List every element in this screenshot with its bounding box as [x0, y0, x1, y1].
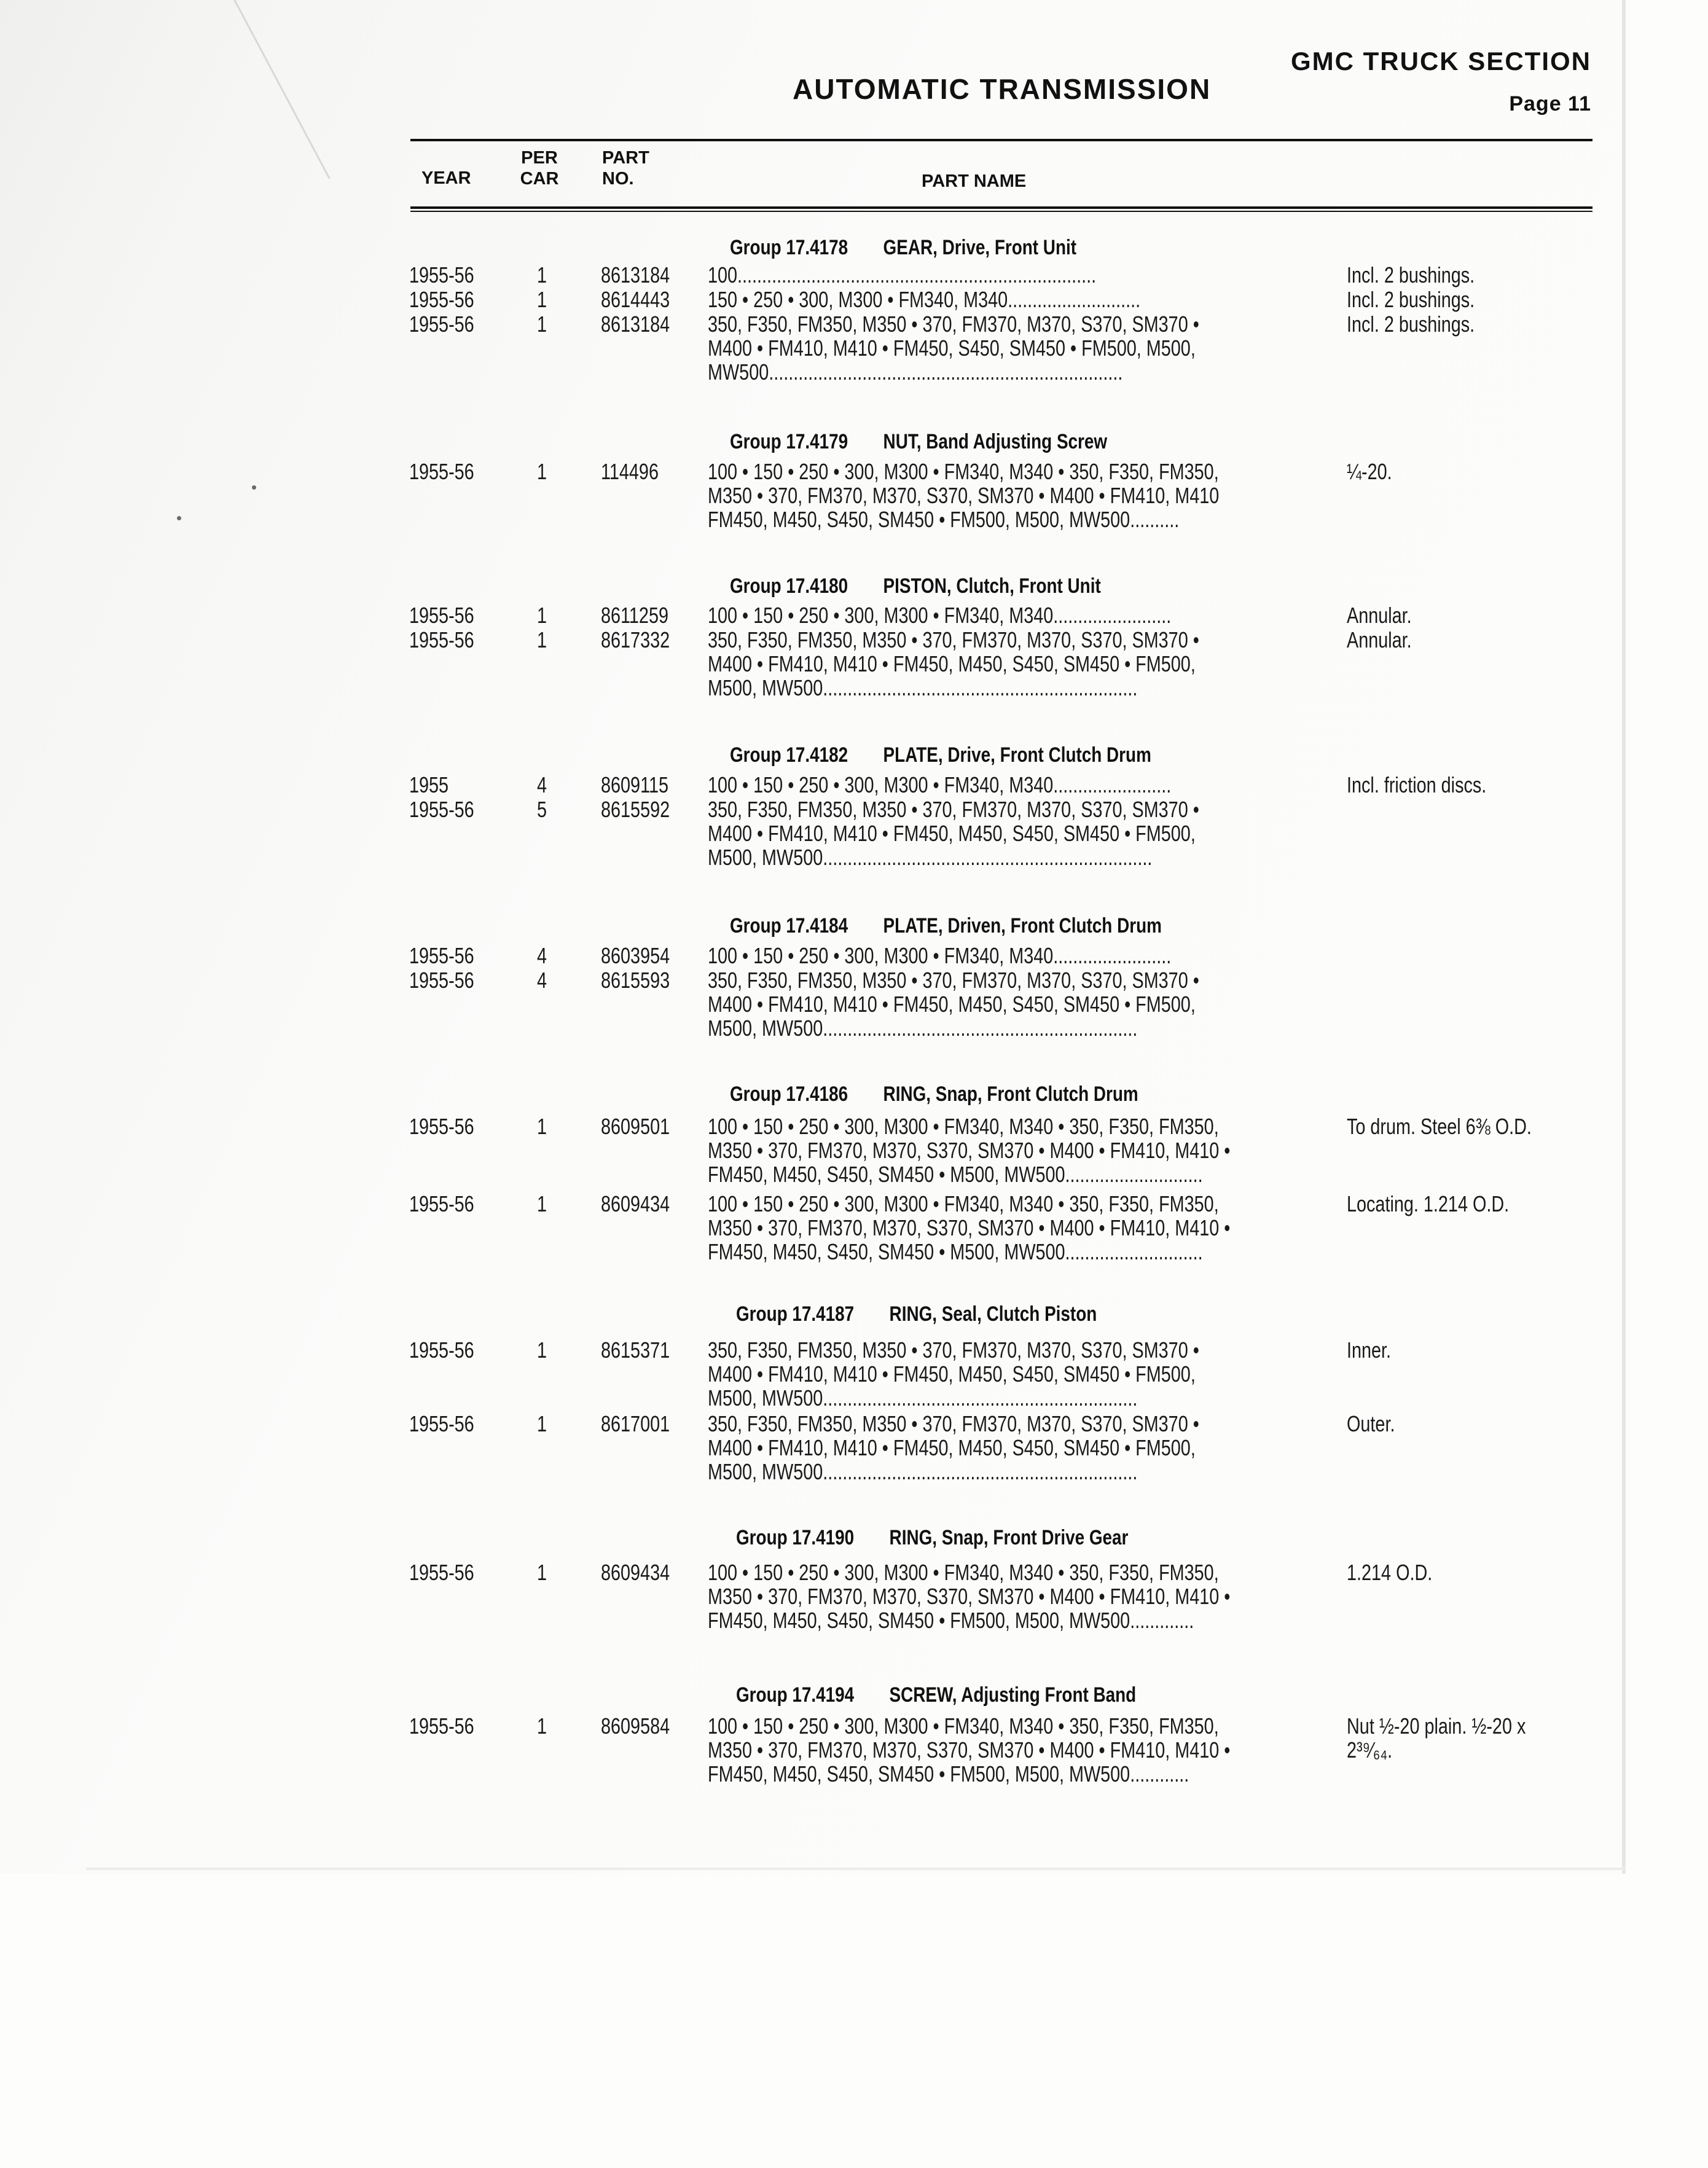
group-heading: [730, 914, 1162, 938]
part-models-line: M400 • FM410, M410 • FM450, M450, S450, SM450 • FM500,: [708, 992, 1196, 1017]
part-models-line: M350 • 370, FM370, M370, S370, SM370 • M400 • FM410, M410 •: [708, 1584, 1231, 1609]
part-models-line: M500, MW500................................................................: [708, 675, 1138, 700]
part-models-line: M400 • FM410, M410 • FM450, M450, S450, SM450 • FM500,: [708, 1361, 1196, 1387]
part-remark: [1347, 1338, 1622, 1362]
part-year: 1955-56: [409, 797, 474, 822]
part-remark: [1347, 1114, 1622, 1138]
column-header-per-car-line: PER: [521, 148, 558, 168]
group-part-name: RING, Seal, Clutch Piston: [889, 1302, 1097, 1326]
part-number: 8614443: [601, 287, 670, 312]
part-number: 8611259: [601, 603, 668, 628]
part-year: 1955-56: [409, 1713, 474, 1739]
part-remark-line: ¼-20.: [1347, 459, 1392, 484]
part-models-line: M400 • FM410, M410 • FM450, M450, S450, SM450 • FM500,: [708, 821, 1196, 846]
part-models-line: M350 • 370, FM370, M370, S370, SM370 • M400 • FM410, M410: [708, 483, 1220, 508]
part-per-car: 1: [537, 262, 547, 288]
part-models-line: 350, F350, FM350, M350 • 370, FM370, M370, S370, SM370 •: [708, 311, 1199, 337]
part-remark-line: Annular.: [1347, 603, 1412, 628]
group-part-name: PLATE, Drive, Front Clutch Drum: [883, 743, 1151, 767]
part-year: 1955-56: [409, 1191, 474, 1216]
part-models: [708, 1412, 1342, 1484]
part-remark: [1347, 1714, 1622, 1762]
part-remark-line: Incl. friction discs.: [1347, 772, 1487, 797]
column-header-per-car-line: CAR: [520, 169, 559, 189]
part-models-line: M500, MW500...................................................................: [708, 845, 1153, 870]
part-models-line: 350, F350, FM350, M350 • 370, FM370, M370, S370, SM370 •: [708, 968, 1199, 993]
group-part-name: RING, Snap, Front Clutch Drum: [883, 1082, 1138, 1106]
part-number: 8609434: [601, 1560, 670, 1585]
column-header-year: YEAR: [421, 168, 471, 188]
group-heading: [730, 574, 1101, 598]
part-per-car: 1: [537, 627, 547, 652]
group-heading: [736, 1526, 1128, 1550]
part-number: 8617001: [601, 1411, 670, 1436]
part-number: 8603954: [601, 943, 670, 968]
part-remark-line: 2³⁹⁄₆₄.: [1347, 1737, 1393, 1763]
part-remark: [1347, 1560, 1622, 1584]
part-per-car: 1: [537, 1337, 547, 1363]
part-models-line: 350, F350, FM350, M350 • 370, FM370, M370, S370, SM370 •: [708, 1337, 1199, 1363]
group-part-name: SCREW, Adjusting Front Band: [889, 1683, 1137, 1707]
group-number: Group 17.4187: [736, 1302, 855, 1326]
group-number: Group 17.4179: [730, 430, 848, 453]
page-title: AUTOMATIC TRANSMISSION: [793, 73, 1212, 105]
part-remark: [1347, 1412, 1622, 1436]
part-per-car: 1: [537, 311, 547, 337]
part-models-line: 350, F350, FM350, M350 • 370, FM370, M370, S370, SM370 •: [708, 627, 1199, 652]
part-models-line: 100 • 150 • 250 • 300, M300 • FM340, M340 • 350, F350, FM350,: [708, 459, 1219, 484]
part-number: 8615592: [601, 797, 670, 822]
part-year: 1955-56: [409, 943, 474, 968]
header-rule: [410, 139, 1592, 141]
part-per-car: 4: [537, 772, 547, 797]
part-models: [708, 1714, 1342, 1786]
part-number: 8609434: [601, 1191, 670, 1216]
group-number: Group 17.4194: [736, 1683, 855, 1707]
part-models-line: 100 • 150 • 250 • 300, M300 • FM340, M340 • 350, F350, FM350,: [708, 1191, 1219, 1216]
part-year: 1955-56: [409, 287, 474, 312]
part-models-line: 350, F350, FM350, M350 • 370, FM370, M370, S370, SM370 •: [708, 797, 1199, 822]
part-year: 1955-56: [409, 968, 474, 993]
page-number: Page 11: [1509, 92, 1591, 115]
group-number: Group 17.4180: [730, 574, 848, 598]
part-models: [708, 288, 1342, 311]
part-models-line: 100 • 150 • 250 • 300, M300 • FM340, M340........................: [708, 603, 1172, 628]
part-remark-line: Annular.: [1347, 627, 1412, 652]
part-per-car: 1: [537, 603, 547, 628]
part-remark: [1347, 263, 1622, 287]
part-number: 8617332: [601, 627, 670, 652]
part-per-car: 1: [537, 459, 547, 484]
part-models-line: FM450, M450, S450, SM450 • M500, MW500............................: [708, 1162, 1203, 1187]
part-year: 1955-56: [409, 1411, 474, 1436]
part-number: 8609501: [601, 1114, 670, 1139]
group-number: Group 17.4178: [730, 236, 848, 259]
part-remark: [1347, 460, 1622, 483]
group-heading: [736, 1683, 1136, 1707]
group-heading: [730, 236, 1076, 260]
part-models: [708, 1192, 1342, 1264]
group-number: Group 17.4182: [730, 743, 848, 767]
group-number: Group 17.4184: [730, 914, 848, 937]
part-number: 8609115: [601, 772, 668, 797]
part-year: 1955-56: [409, 1337, 474, 1363]
part-models-line: 100.........................................................................: [708, 262, 1097, 288]
part-remark-line: Incl. 2 bushings.: [1347, 262, 1475, 288]
part-per-car: 1: [537, 1114, 547, 1139]
part-models-line: 100 • 150 • 250 • 300, M300 • FM340, M340 • 350, F350, FM350,: [708, 1114, 1219, 1139]
part-models-line: FM450, M450, S450, SM450 • FM500, M500, MW500.............: [708, 1608, 1194, 1633]
part-models-line: MW500........................................................................: [708, 359, 1123, 385]
part-year: 1955-56: [409, 311, 474, 337]
group-heading: [730, 743, 1151, 767]
part-remark-line: Incl. 2 bushings.: [1347, 311, 1475, 337]
part-models: [708, 944, 1342, 968]
part-models: [708, 773, 1342, 797]
part-models: [708, 460, 1342, 531]
part-models-line: M400 • FM410, M410 • FM450, M450, S450, SM450 • FM500,: [708, 651, 1196, 676]
part-year: 1955-56: [409, 603, 474, 628]
part-models-line: 150 • 250 • 300, M300 • FM340, M340...........................: [708, 287, 1141, 312]
part-remark-line: 1.214 O.D.: [1347, 1560, 1433, 1585]
part-remark-line: To drum. Steel 6⅜ O.D.: [1347, 1114, 1532, 1139]
part-remark-line: Incl. 2 bushings.: [1347, 287, 1475, 312]
part-models: [708, 1114, 1342, 1186]
group-heading: [736, 1302, 1097, 1326]
part-models: [708, 628, 1342, 700]
part-number: 8615593: [601, 968, 670, 993]
part-models: [708, 263, 1342, 287]
group-part-name: NUT, Band Adjusting Screw: [883, 430, 1108, 453]
group-number: Group 17.4190: [736, 1526, 855, 1549]
part-models-line: M350 • 370, FM370, M370, S370, SM370 • M400 • FM410, M410 •: [708, 1138, 1231, 1163]
group-part-name: GEAR, Drive, Front Unit: [883, 236, 1077, 259]
part-year: 1955-56: [409, 459, 474, 484]
part-number: 8609584: [601, 1713, 670, 1739]
group-part-name: PISTON, Clutch, Front Unit: [883, 574, 1101, 598]
part-models-line: 100 • 150 • 250 • 300, M300 • FM340, M340 • 350, F350, FM350,: [708, 1560, 1219, 1585]
part-models-line: M500, MW500................................................................: [708, 1459, 1138, 1484]
column-header-part-name: PART NAME: [922, 171, 1027, 191]
part-models-line: FM450, M450, S450, SM450 • FM500, M500, MW500..........: [708, 507, 1180, 532]
part-per-car: 1: [537, 1713, 547, 1739]
part-models: [708, 603, 1342, 627]
part-models-line: FM450, M450, S450, SM450 • FM500, M500, MW500............: [708, 1761, 1189, 1786]
part-remark-line: Locating. 1.214 O.D.: [1347, 1191, 1510, 1216]
header-rule: [410, 211, 1592, 212]
part-number: 8615371: [601, 1337, 670, 1363]
part-models: [708, 1560, 1342, 1632]
column-header-per-car: [515, 147, 564, 189]
section-label: GMC TRUCK SECTION: [1291, 47, 1591, 76]
part-number: 8613184: [601, 262, 670, 288]
part-remark: [1347, 1192, 1622, 1216]
part-remark: [1347, 312, 1622, 336]
part-models-line: 350, F350, FM350, M350 • 370, FM370, M370, S370, SM370 •: [708, 1411, 1199, 1436]
part-remark-line: Outer.: [1347, 1411, 1395, 1436]
part-per-car: 4: [537, 968, 547, 993]
part-year: 1955-56: [409, 1114, 474, 1139]
part-models: [708, 797, 1342, 869]
part-models-line: 100 • 150 • 250 • 300, M300 • FM340, M340........................: [708, 772, 1172, 797]
part-remark: [1347, 288, 1622, 311]
group-heading: [730, 430, 1107, 454]
column-header-part-no-line: PART: [602, 148, 649, 168]
part-per-car: 4: [537, 943, 547, 968]
part-number: 8613184: [601, 311, 670, 337]
part-models-line: M400 • FM410, M410 • FM450, M450, S450, SM450 • FM500,: [708, 1435, 1196, 1460]
part-year: 1955-56: [409, 1560, 474, 1585]
part-remark-line: Nut ½-20 plain. ½-20 x: [1347, 1713, 1526, 1739]
part-remark: [1347, 773, 1622, 797]
part-models-line: FM450, M450, S450, SM450 • M500, MW500............................: [708, 1239, 1203, 1264]
part-models-line: 100 • 150 • 250 • 300, M300 • FM340, M340 • 350, F350, FM350,: [708, 1713, 1219, 1739]
part-models: [708, 1338, 1342, 1410]
group-part-name: RING, Snap, Front Drive Gear: [889, 1526, 1129, 1549]
part-models-line: M350 • 370, FM370, M370, S370, SM370 • M400 • FM410, M410 •: [708, 1737, 1231, 1763]
part-per-car: 1: [537, 1411, 547, 1436]
part-per-car: 1: [537, 1560, 547, 1585]
part-per-car: 1: [537, 1191, 547, 1216]
part-number: 114496: [601, 459, 659, 484]
part-models-line: M500, MW500................................................................: [708, 1385, 1138, 1411]
part-models: [708, 312, 1342, 384]
part-year: 1955-56: [409, 262, 474, 288]
part-models-line: M500, MW500................................................................: [708, 1016, 1138, 1041]
part-year: 1955: [409, 772, 449, 797]
part-remark: [1347, 603, 1622, 627]
part-per-car: 5: [537, 797, 547, 822]
column-header-part-no: [602, 147, 649, 189]
group-number: Group 17.4186: [730, 1082, 848, 1106]
part-models: [708, 968, 1342, 1040]
part-remark: [1347, 628, 1622, 652]
group-heading: [730, 1082, 1138, 1106]
part-models-line: 100 • 150 • 250 • 300, M300 • FM340, M340........................: [708, 943, 1172, 968]
header-rule: [410, 206, 1592, 209]
part-models-line: M400 • FM410, M410 • FM450, S450, SM450 • FM500, M500,: [708, 335, 1196, 361]
column-header-part-no-line: NO.: [602, 169, 634, 189]
part-remark-line: Inner.: [1347, 1337, 1392, 1363]
part-year: 1955-56: [409, 627, 474, 652]
group-part-name: PLATE, Driven, Front Clutch Drum: [883, 914, 1162, 937]
part-models-line: M350 • 370, FM370, M370, S370, SM370 • M400 • FM410, M410 •: [708, 1215, 1231, 1240]
part-per-car: 1: [537, 287, 547, 312]
